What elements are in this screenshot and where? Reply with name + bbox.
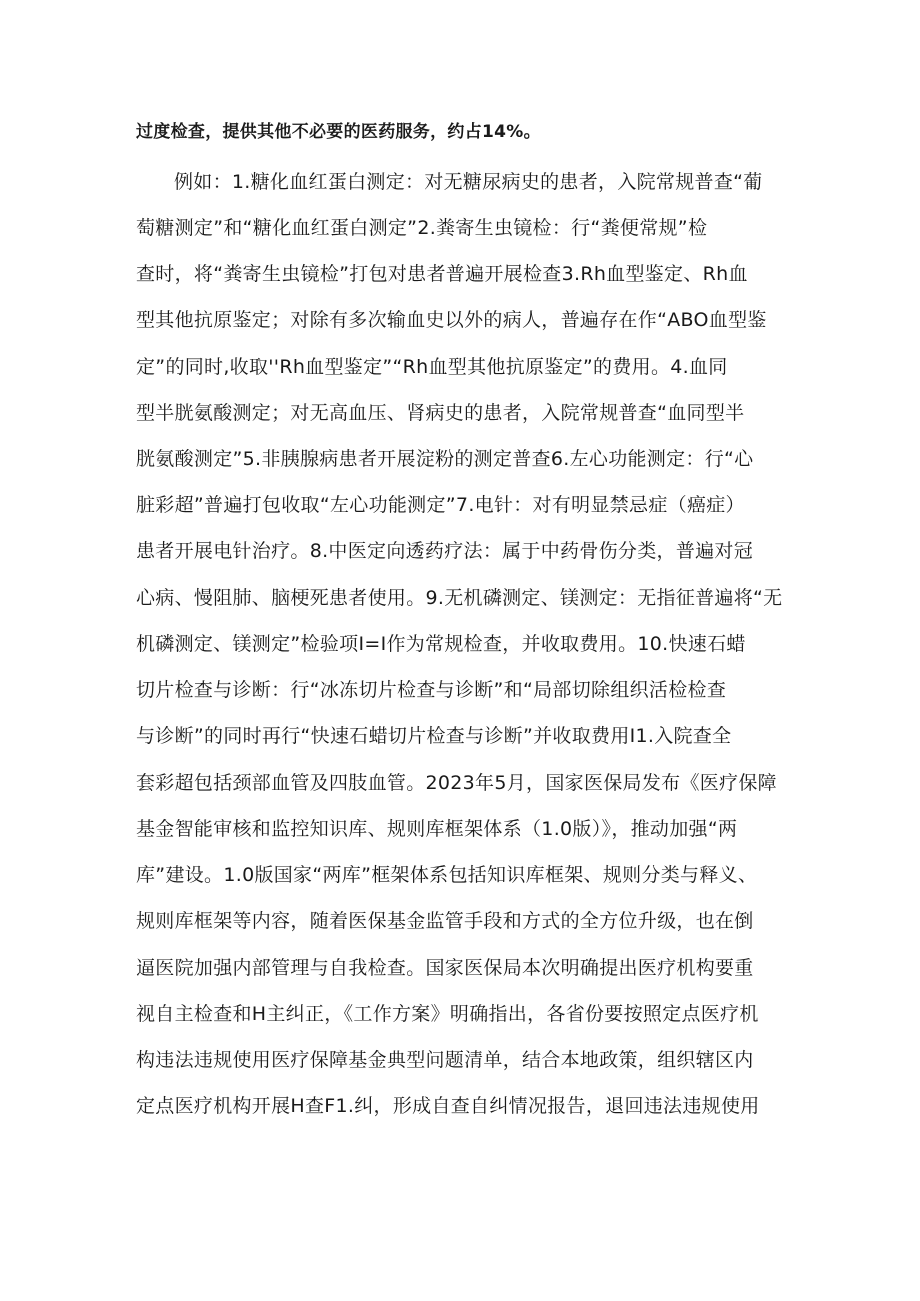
paragraph-line: 定点医疗机构开展H查F1.纠，形成自查自纠情况报告，退回违法违规使用 — [136, 1095, 760, 1117]
paragraph-line: 过度检查，提供其他不必要的医药服务，约占14%。 — [136, 122, 541, 142]
paragraph-line: 基金智能审核和监控知识库、规则库框架体系（1.0版）》，推动加强“两 — [136, 818, 738, 840]
paragraph-line: 切片检查与诊断：行“冰冻切片检查与诊断”和“局部切除组织活检检查 — [136, 679, 727, 701]
paragraph-line: 萄糖测定”和“糖化血红蛋白测定”2.粪寄生虫镜检：行“粪便常规”检 — [136, 217, 708, 239]
paragraph-line: 型半胱氨酸测定；对无高血压、肾病史的患者，入院常规普查“血同型半 — [136, 402, 745, 424]
paragraph-line: 构违法违规使用医疗保障基金典型问题清单，结合本地政策，组织辖区内 — [136, 1049, 754, 1071]
paragraph-line: 心病、慢阻肺、脑梗死患者使用。9.无机磷测定、镁测定：无指征普遍将“无 — [136, 587, 783, 609]
paragraph-line: 机磷测定、镁测定”检验项I=I作为常规检查，并收取费用。10.快速石蜡 — [136, 633, 746, 655]
paragraph-line: 定”的同时,收取''Rh血型鉴定”“Rh血型其他抗原鉴定”的费用。4.血同 — [136, 356, 728, 378]
paragraph-line: 患者开展电针治疗。8.中医定向透药疗法：属于中药骨伤分类，普遍对冠 — [136, 540, 754, 562]
paragraph-line: 例如：1.糖化血红蛋白测定：对无糖尿病史的患者，入院常规普查“葡 — [174, 171, 763, 193]
paragraph-line: 库”建设。1.0版国家“两库”框架体系包括知识库框架、规则分类与释义、 — [136, 864, 758, 886]
paragraph-line: 视自主检查和H主纠正，《工作方案》明确指出，各省份要按照定点医疗机 — [136, 1003, 759, 1025]
paragraph-line: 规则库框架等内容，随着医保基金监管手段和方式的全方位升级，也在倒 — [136, 910, 754, 932]
paragraph-line: 查时，将“粪寄生虫镜检”打包对患者普遍开展检查3.Rh血型鉴定、Rh血 — [136, 263, 748, 285]
paragraph-line: 脏彩超”普遍打包收取“左心功能测定”7.电针：对有明显禁忌症（癌症） — [136, 494, 745, 516]
paragraph-line: 套彩超包括颈部血管及四肢血管。2023年5月，国家医保局发布《医疗保障 — [136, 772, 777, 794]
paragraph-line: 与诊断”的同时再行“快速石蜡切片检查与诊断”并收取费用I1.入院查全 — [136, 725, 732, 747]
paragraph-line: 型其他抗原鉴定；对除有多次输血史以外的病人，普遍存在作“ABO血型鉴 — [136, 309, 767, 331]
paragraph-line: 逼医院加强内部管理与自我检查。国家医保局本次明确提出医疗机构要重 — [136, 957, 754, 979]
paragraph-line: 胱氨酸测定”5.非胰腺病患者开展淀粉的测定普查6.左心功能测定：行“心 — [136, 448, 754, 470]
